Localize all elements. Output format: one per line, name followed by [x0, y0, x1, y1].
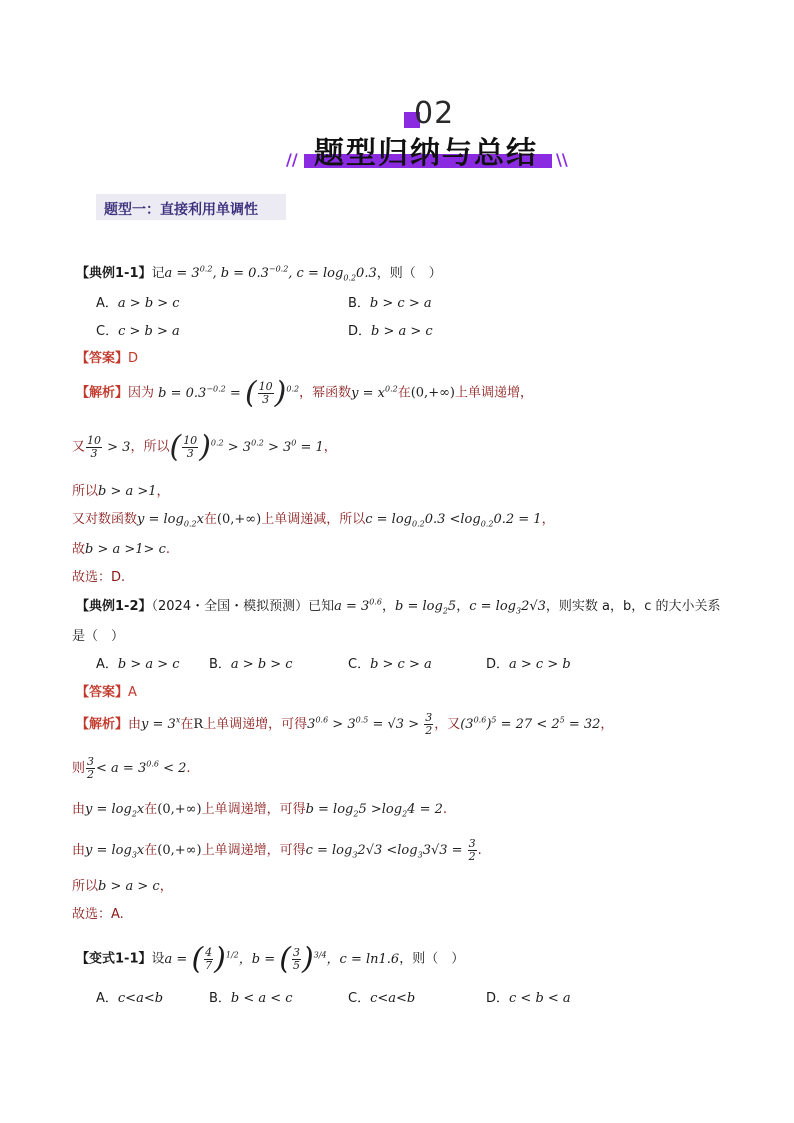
option-b[interactable] [209, 653, 293, 672]
option-d[interactable] [348, 320, 433, 339]
analysis-tag: 【解析】 [76, 717, 129, 732]
option-text: a > c > b [509, 657, 571, 672]
option-text: b > c > a [369, 296, 432, 311]
option-d[interactable] [486, 987, 571, 1006]
analysis-text: 由 [72, 802, 86, 817]
formula: $c = \log_32√3 <\log_33√3$ = $\frac{3}{2}$ [305, 837, 476, 863]
analysis-text: 又对数函数 [72, 512, 138, 527]
answer-value: D [128, 351, 139, 366]
formula: $3^{0.6} > 3^{0.5} = √3$ > $\frac{3}{2}$ [307, 711, 433, 737]
example-tag: 【典例1-1】 [76, 266, 152, 281]
analysis-line-5: 所以b > a > c， [72, 879, 173, 894]
formula: $y = \log_2x$ [85, 802, 145, 819]
stem-text: （2024・全国・模拟预测）已知 [151, 599, 335, 614]
example-1-2-stem-cont: 是（ ） [72, 629, 125, 644]
option-b[interactable] [348, 292, 432, 311]
formula: $y = \log_{0.2}x$ [137, 512, 204, 529]
option-text: b > a > c [117, 657, 180, 672]
formula: (0,+∞) [157, 843, 202, 858]
analysis-text: ，又 [434, 717, 461, 732]
analysis-line-5: 故b > a >1> c. [72, 542, 170, 557]
analysis-text: 在 [397, 385, 411, 401]
option-text: c<a<b [370, 991, 416, 1006]
analysis-text: 在 [144, 802, 158, 817]
analysis-text: 故 [72, 542, 86, 557]
stem-text: 设 [151, 951, 165, 967]
option-text: c > b > a [118, 324, 180, 339]
option-text: c < b < a [509, 991, 571, 1006]
option-text: a > b > c [230, 657, 293, 672]
analysis-line-4: 由$y = \log_3x$在(0,+∞)上单调递增，可得$c = \log_32√3 <\log_33√3$ = $\frac{3}{2}$ . [72, 837, 482, 863]
option-letter: D． [486, 991, 510, 1006]
analysis-text: 在 [144, 843, 158, 858]
formula: $\frac{10}{3}$ > 3 [87, 433, 131, 460]
answer-line [76, 347, 138, 366]
analysis-line-3: 所以b > a >1， [72, 484, 170, 499]
analysis-text: 则 [72, 761, 86, 776]
option-b[interactable] [209, 987, 293, 1006]
example-1-2-stem [76, 595, 721, 616]
answer-tag: 【答案】 [76, 351, 129, 366]
formula: ( $\frac{10}{3}$ )$^{0.2} > 3^{0.2} > 3^0 = 1$ [169, 429, 324, 464]
formula: b > a >1> c [85, 542, 166, 557]
topic-heading: 题型一：直接利用单调性 [104, 202, 258, 218]
formula: $y = 3^x$ [141, 715, 181, 732]
formula: R [193, 717, 204, 732]
option-c[interactable] [96, 320, 180, 339]
option-a[interactable] [96, 653, 180, 672]
formula: $y = x^{0.2}$ [351, 384, 398, 401]
formula: $b = \log_25 >\log_24 = 2$ [305, 802, 443, 819]
answer-line [76, 681, 137, 700]
analysis-text: 在 [180, 717, 194, 732]
analysis-tag: 【解析】 [76, 385, 129, 401]
example-tag: 【变式1-1】 [76, 951, 152, 967]
section-number: 02 [414, 96, 455, 131]
formula: b > a >1 [98, 484, 157, 499]
title-slash-right: \\ [556, 150, 568, 169]
analysis-text: 所以 [72, 484, 99, 499]
option-text: a > b > c [117, 296, 180, 311]
analysis-text: 上单调递增，可得 [201, 843, 306, 858]
analysis-line-2: 又 $\frac{10}{3}$ > 3，所以( $\frac{10}{3}$ )$^{0.2} > 3^{0.2} > 3^0 = 1$， [72, 429, 337, 464]
analysis-line-3: 由$y = \log_2x$在(0,+∞)上单调递增，可得$b = \log_25 >\log_24 = 2$. [72, 802, 448, 819]
option-letter: D． [348, 324, 372, 339]
option-letter: A． [96, 991, 118, 1006]
option-a[interactable] [96, 292, 180, 311]
analysis-conclusion: 故选：D. [72, 570, 126, 585]
formula: b > a > c [98, 879, 160, 894]
option-letter: C． [348, 657, 371, 672]
stem-formula: $a = 3^{0.6}$ [334, 597, 383, 614]
analysis-line-1 [76, 375, 534, 410]
formula: (0,+∞) [410, 385, 455, 401]
stem-text: ， [382, 599, 396, 614]
option-text: b > c > a [370, 657, 432, 672]
answer-tag: 【答案】 [76, 685, 129, 700]
title-slash-left: // [286, 150, 298, 169]
analysis-text: 所以 [72, 879, 99, 894]
variant-1-1-stem [76, 941, 465, 976]
analysis-text: 由 [128, 717, 142, 732]
analysis-text: 上单调递增，可得 [203, 717, 308, 732]
formula: (0,+∞) [157, 802, 202, 817]
option-c[interactable] [348, 653, 432, 672]
option-letter: B． [209, 657, 231, 672]
analysis-line-1: 【解析】由$y = 3^x$在R上单调递增，可得$3^{0.6} > 3^{0.5} = √3$ > $\frac{3}{2}$ ，又$(3^{0.6})^5 = 27 < 2^5 = 32$， [76, 711, 614, 737]
example-tag: 【典例1-2】 [76, 599, 152, 614]
option-letter: A． [96, 296, 118, 311]
option-letter: A． [96, 657, 118, 672]
stem-formula: $c = \log_32√3$ [469, 599, 546, 616]
analysis-text: ，幂函数 [299, 385, 352, 401]
stem-text: ，则（ ） [399, 951, 465, 967]
analysis-text: ，所以 [130, 439, 170, 455]
option-a[interactable] [96, 987, 163, 1006]
stem-formula: $a = 3^{0.2}$, $b = 0.3^{-0.2}$, $c = \log_{0.2}0.3$ [164, 264, 377, 283]
analysis-conclusion: 故选：A. [72, 907, 124, 922]
analysis-line-4: 又对数函数$y = \log_{0.2}x$在(0,+∞)上单调递减，所以$c = \log_{0.2}0.3 <\log_{0.2}0.2 = 1$， [72, 512, 555, 529]
analysis-text: 在 [203, 512, 217, 527]
option-text: c<a<b [117, 991, 164, 1006]
option-c[interactable] [348, 987, 415, 1006]
answer-value: A [128, 685, 137, 700]
formula: $y = \log_3x$ [85, 843, 145, 860]
formula: $c = \log_{0.2}0.3 <\log_{0.2}0.2 = 1$ [365, 512, 542, 529]
section-title: 题型归纳与总结 [314, 136, 538, 171]
example-1-1-stem [76, 262, 442, 283]
stem-formula: a = ( $\frac{4}{7}$ )$^{1/2}$，b = ( $\frac{3}{5}$ )$^{3/4}$，c = ln1.6 [164, 941, 400, 976]
stem-text: ， [456, 599, 470, 614]
option-text: b < a < c [230, 991, 293, 1006]
stem-text: ，则实数 a，b，c 的大小关系 [545, 599, 721, 614]
stem-text: 记 [151, 266, 165, 281]
option-letter: B． [348, 296, 370, 311]
option-letter: C． [96, 324, 119, 339]
stem-text: ，则（ ） [376, 266, 442, 281]
analysis-text: 上单调递增， [455, 385, 534, 401]
formula: (0,+∞) [216, 512, 262, 527]
analysis-text: 上单调递减，所以 [261, 512, 366, 527]
analysis-text: 因为 [128, 385, 155, 401]
option-d[interactable] [486, 653, 571, 672]
analysis-text: 由 [72, 843, 86, 858]
option-text: b > a > c [371, 324, 433, 339]
formula: $(3^{0.6})^5 = 27 < 2^5 = 32$ [460, 715, 601, 732]
option-letter: C． [348, 991, 371, 1006]
analysis-text: 上单调递增，可得 [201, 802, 306, 817]
analysis-text: 又 [72, 439, 86, 455]
option-letter: B． [209, 991, 231, 1006]
formula: $b = 0.3^{-0.2}$ = ( $\frac{10}{3}$ )$^{0.2}$ [158, 375, 300, 410]
option-letter: D． [486, 657, 510, 672]
analysis-line-2: 则 $\frac{3}{2}$ < $a = 3^{0.6} < 2$. [72, 755, 191, 781]
formula: $\frac{3}{2}$ < $a = 3^{0.6} < 2$ [87, 755, 187, 781]
stem-formula: $b = \log_25$ [395, 599, 457, 616]
